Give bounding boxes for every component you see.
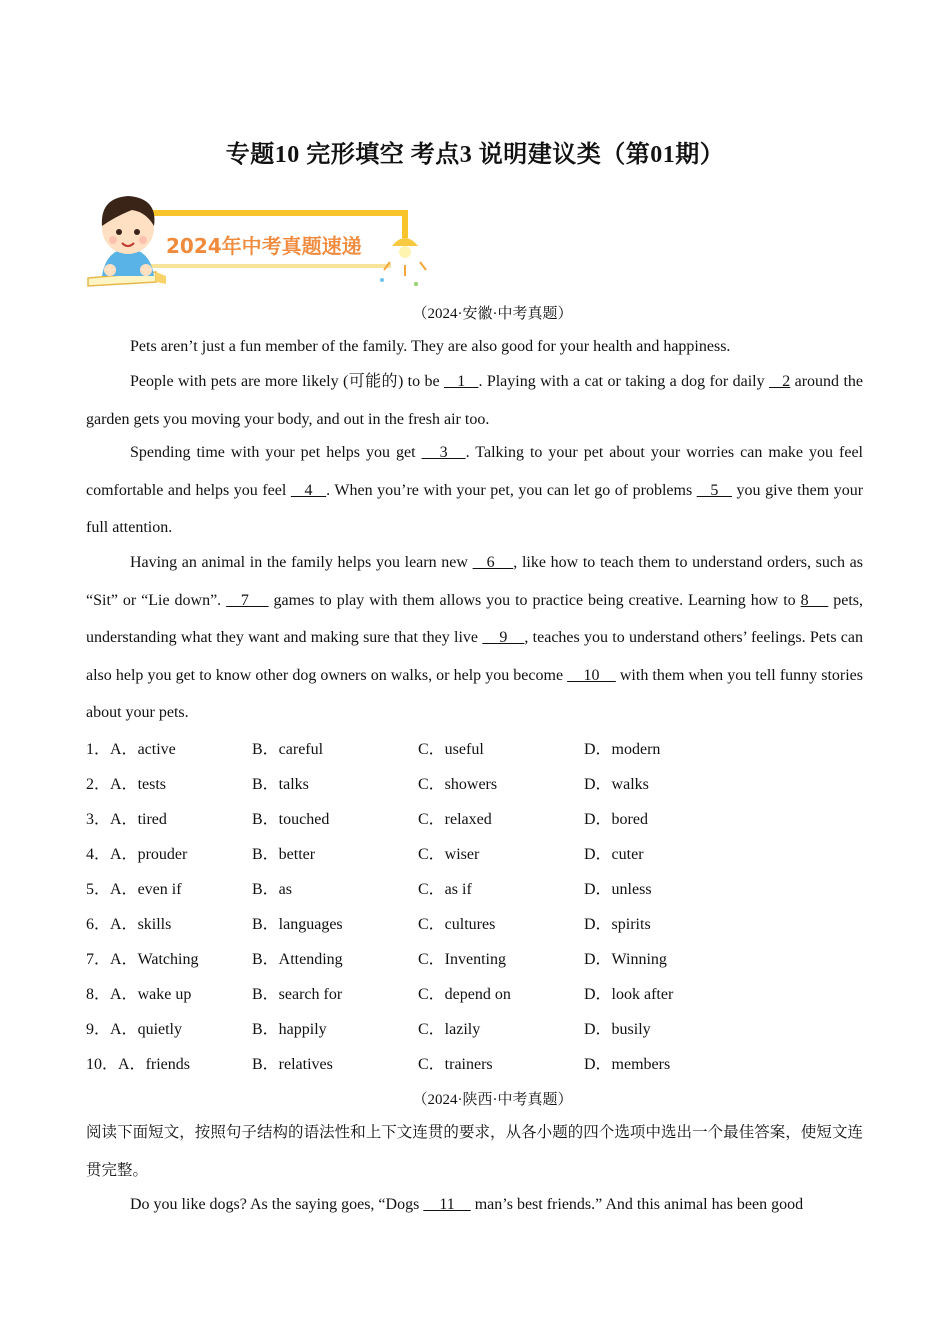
banner-title: 2024年中考真题速递 <box>166 234 362 258</box>
option-c: C．trainers <box>418 1056 493 1073</box>
option-b: B．better <box>252 846 316 863</box>
option-a: 6．A．skills <box>86 916 172 933</box>
option-b: B．search for <box>252 986 343 1003</box>
section-banner <box>86 190 431 290</box>
blank-1: 1 <box>444 373 479 390</box>
passage1-paragraph-1: Pets aren’t just a fun member of the family. They are also good for your health and happiness. <box>130 338 731 355</box>
option-a: 10．A．friends <box>86 1056 190 1073</box>
option-b: B．talks <box>252 776 309 793</box>
option-d: D．bored <box>584 811 648 828</box>
option-d: D．spirits <box>584 916 651 933</box>
option-d: D．unless <box>584 881 652 898</box>
option-b: B．careful <box>252 741 324 758</box>
option-c: C．wiser <box>418 846 480 863</box>
question-row <box>86 841 863 865</box>
option-d: D．busily <box>584 1021 651 1038</box>
question-row <box>86 1016 863 1040</box>
blank-6: 6 <box>472 554 514 571</box>
option-a: 5．A．even if <box>86 881 182 898</box>
blank-9: 9 <box>482 629 525 646</box>
blank-2: 2 <box>769 373 791 390</box>
option-b: B．touched <box>252 811 330 828</box>
question-row <box>86 736 863 760</box>
option-c: C．depend on <box>418 986 511 1003</box>
page-title: 专题10 完形填空 考点3 说明建议类（第01期） <box>225 142 725 168</box>
option-b: B．languages <box>252 916 343 933</box>
question-row <box>86 981 863 1005</box>
blank-4: 4 <box>290 481 327 499</box>
option-d: D．Winning <box>584 951 667 968</box>
passage1-paragraph-3: Spending time with your pet helps you get 3 . Talking to your pet about your worries can make you feel comfortable and helps you feel 4 . When you’re with your pet, you can let go of problems 5 you give them your full attention. <box>86 444 864 536</box>
blank-7: 7 <box>226 591 269 609</box>
option-a: 4．A．prouder <box>86 846 188 863</box>
blank-10: 10 <box>567 666 616 684</box>
option-c: C．Inventing <box>418 951 506 968</box>
option-a: 2．A．tests <box>86 776 167 793</box>
option-d: D．members <box>584 1056 671 1073</box>
option-d: D．modern <box>584 741 661 758</box>
option-a: 3．A．tired <box>86 811 167 828</box>
question-row <box>86 1051 863 1075</box>
passage2-instruction: 阅读下面短文，按照句子结构的语法性和上下文连贯的要求，从各小题的四个选项中选出一个最佳答案，使短文连贯完整。 <box>86 1123 863 1179</box>
option-c: C．showers <box>418 776 498 793</box>
question-row <box>86 771 863 795</box>
option-d: D．cuter <box>584 846 644 863</box>
option-b: B．Attending <box>252 951 343 968</box>
option-c: C．useful <box>418 741 484 758</box>
passage1-source: （2024·安徽·中考真题） <box>412 306 573 322</box>
passage1-paragraph-2: People with pets are more likely (可能的) to be 1 . Playing with a cat or taking a dog for daily 2 around the garden gets you moving your body, and out in the fresh air too. <box>86 373 863 428</box>
option-c: C．cultures <box>418 916 496 933</box>
blank-11: 11 <box>423 1196 471 1213</box>
question-row <box>86 806 863 830</box>
option-c: C．as if <box>418 881 472 898</box>
passage2-paragraph-1: Do you like dogs? As the saying goes, “Dogs 11 man’s best friends.” And this animal has been good <box>130 1196 804 1213</box>
blank-3: 3 <box>421 444 466 461</box>
option-a: 7．A．Watching <box>86 951 199 968</box>
blank-8: 8 <box>800 591 829 609</box>
option-a: 1．A．active <box>86 741 176 758</box>
question-row <box>86 946 863 970</box>
passage1-paragraph-4: Having an animal in the family helps you learn new 6 , like how to teach them to understand orders, such as “Sit” or “Lie down”. 7 games to play with them allows you to practice being creative. Learning how to 8 pets, understanding what they want and making sure that they live 9 , teaches you to understand others’ feelings. Pets can also help you get to know other dog owners on walks, or help you become 10 with them when you tell funny stories about your pets. <box>86 554 864 721</box>
option-a: 9．A．quietly <box>86 1021 182 1038</box>
option-b: B．as <box>252 881 293 898</box>
option-c: C．relaxed <box>418 811 492 828</box>
question-row <box>86 911 863 935</box>
option-d: D．look after <box>584 986 674 1003</box>
option-a: 8．A．wake up <box>86 986 192 1003</box>
question-row <box>86 876 863 900</box>
option-b: B．happily <box>252 1021 327 1038</box>
option-c: C．lazily <box>418 1021 481 1038</box>
passage2-source: （2024·陕西·中考真题） <box>412 1092 573 1108</box>
option-b: B．relatives <box>252 1056 333 1073</box>
blank-5: 5 <box>696 481 732 499</box>
option-d: D．walks <box>584 776 649 793</box>
